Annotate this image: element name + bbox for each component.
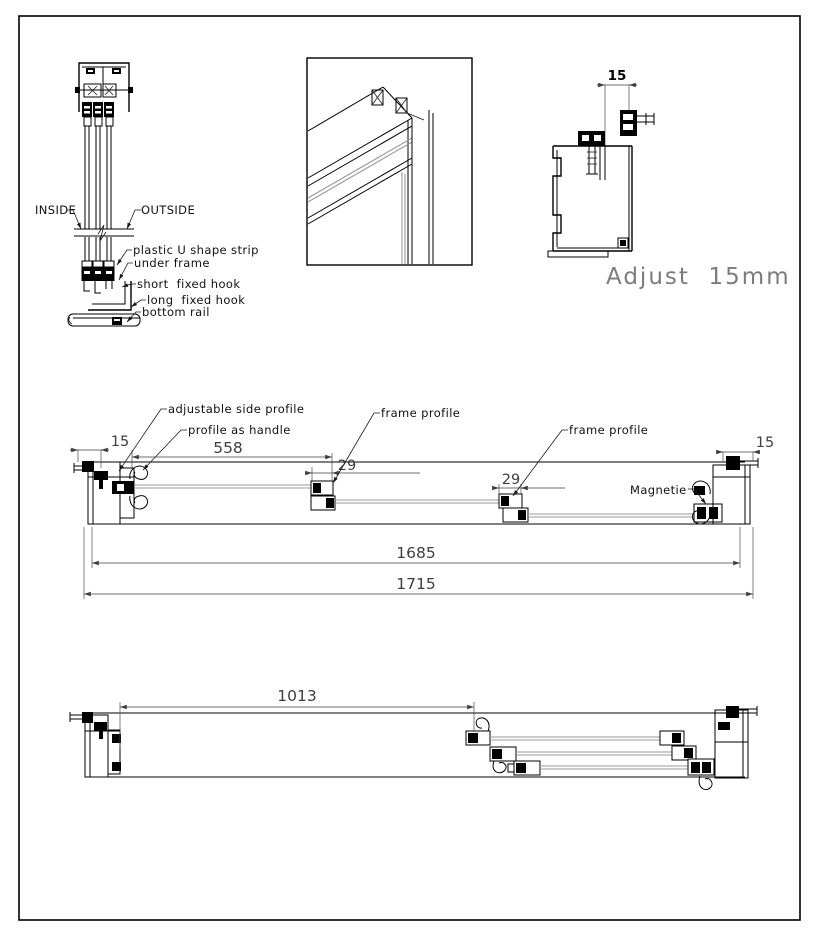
adjust-caption: Adjust 15mm	[606, 264, 791, 290]
label-adjustable-side-profile: adjustable side profile	[168, 402, 305, 416]
frame-profile-junction-1	[311, 481, 335, 510]
label-frame-profile-left: frame profile	[381, 406, 461, 420]
callout-plastic-strip: plastic U shape strip	[133, 243, 259, 257]
magnet-latch	[694, 504, 722, 522]
label-magnetic: Magnetie	[630, 483, 687, 497]
inside-label: INSIDE	[35, 203, 77, 217]
label-frame-profile-right: frame profile	[569, 423, 649, 437]
callout-long-hook: long fixed hook	[147, 293, 246, 307]
svg-text:15: 15	[755, 435, 775, 451]
svg-text:29: 29	[501, 472, 521, 488]
svg-text:1013: 1013	[277, 687, 317, 705]
svg-text:29: 29	[337, 458, 357, 474]
callout-under-frame: under frame	[134, 256, 210, 270]
panel-hangers	[82, 102, 114, 126]
callout-bottom-rail: bottom rail	[142, 305, 210, 319]
outside-label: OUTSIDE	[141, 203, 196, 217]
svg-text:1715: 1715	[396, 575, 436, 593]
dim-adjust-gap: 15	[607, 68, 627, 84]
svg-text:558: 558	[213, 439, 243, 457]
svg-text:1685: 1685	[396, 544, 436, 562]
label-profile-as-handle: profile as handle	[188, 423, 291, 437]
svg-text:15: 15	[110, 434, 130, 450]
callout-short-hook: short fixed hook	[137, 277, 241, 291]
drawing-border	[19, 16, 800, 920]
